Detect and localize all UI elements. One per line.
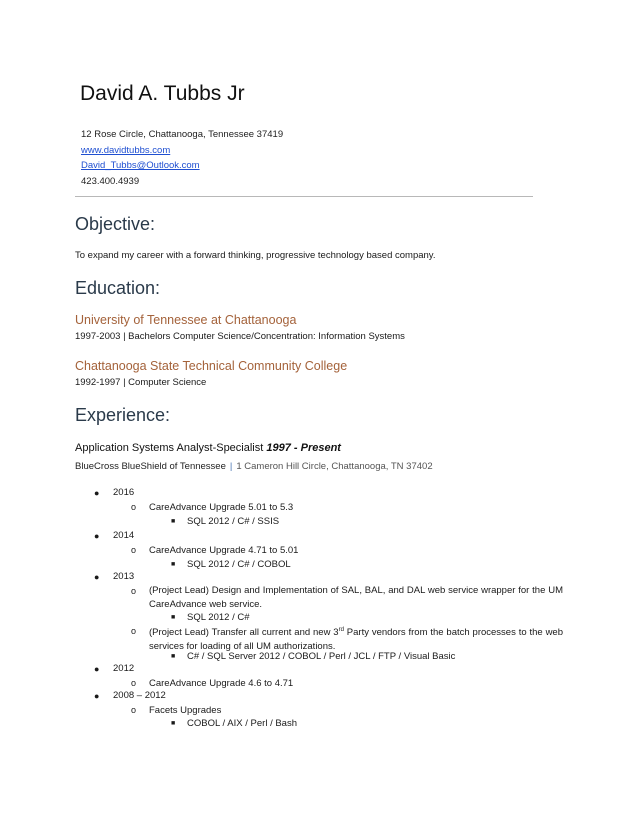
bullet-square-icon: ■ bbox=[171, 720, 176, 727]
tech-item: SQL 2012 / C# bbox=[187, 612, 250, 623]
bullet-square-icon: ■ bbox=[171, 614, 176, 621]
project-item: CareAdvance Upgrade 5.01 to 5.3 bbox=[149, 502, 294, 513]
tech-item: COBOL / AIX / Perl / Bash bbox=[187, 718, 297, 729]
school-detail: 1992-1997 | Computer Science bbox=[75, 377, 207, 388]
ordinal-suffix: rd bbox=[338, 627, 344, 633]
bullet-dot-icon: ● bbox=[94, 572, 100, 582]
bullet-dot-icon: ● bbox=[94, 531, 100, 541]
school-detail: 1997-2003 | Bachelors Computer Science/Concentration: Information Systems bbox=[75, 331, 405, 342]
email-link-text[interactable]: David_Tubbs@Outlook.com bbox=[81, 160, 200, 171]
bullet-dot-icon: ● bbox=[94, 488, 100, 498]
bullet-circle-icon: o bbox=[131, 678, 137, 688]
project-text: (Project Lead) Transfer all current and new 3 bbox=[149, 627, 339, 639]
year-label: 2016 bbox=[113, 487, 135, 498]
tech-item: C# / SQL Server 2012 / COBOL / Perl / JCL / FTP / Visual Basic bbox=[187, 651, 456, 662]
job-dates: 1997 - Present bbox=[266, 442, 341, 454]
website-link[interactable] bbox=[81, 145, 170, 156]
bullet-dot-icon: ● bbox=[94, 691, 100, 701]
school-name: University of Tennessee at Chattanooga bbox=[75, 313, 297, 327]
bullet-square-icon: ■ bbox=[171, 518, 176, 525]
project-item: Facets Upgrades bbox=[149, 705, 222, 716]
employer-line bbox=[75, 461, 433, 472]
address-line: 12 Rose Circle, Chattanooga, Tennessee 37419 bbox=[81, 129, 284, 140]
tech-item: SQL 2012 / C# / COBOL bbox=[187, 559, 291, 570]
year-label: 2014 bbox=[113, 530, 135, 541]
school-name: Chattanooga State Technical Community College bbox=[75, 359, 348, 373]
employer-separator: | bbox=[229, 461, 233, 472]
bullet-circle-icon: o bbox=[131, 626, 137, 636]
project-item bbox=[149, 623, 563, 654]
bullet-circle-icon: o bbox=[131, 502, 137, 512]
website-link-text[interactable]: www.davidtubbs.com bbox=[81, 145, 171, 156]
bullet-square-icon: ■ bbox=[171, 561, 176, 568]
job-title-text: Application Systems Analyst-Specialist bbox=[75, 442, 267, 454]
objective-text: To expand my career with a forward thinking, progressive technology based company. bbox=[75, 250, 436, 261]
objective-heading: Objective: bbox=[75, 214, 156, 234]
bullet-circle-icon: o bbox=[131, 705, 137, 715]
phone-number: 423.400.4939 bbox=[81, 176, 140, 187]
year-label: 2013 bbox=[113, 571, 135, 582]
resume-name: David A. Tubbs Jr bbox=[80, 82, 245, 105]
bullet-dot-icon: ● bbox=[94, 664, 100, 674]
project-item: CareAdvance Upgrade 4.6 to 4.71 bbox=[149, 678, 294, 689]
header-divider bbox=[75, 196, 533, 197]
project-item: CareAdvance Upgrade 4.71 to 5.01 bbox=[149, 545, 299, 556]
project-text: Party vendors from the batch processes to the web services for loading of all UM authorizations. bbox=[149, 627, 563, 653]
tech-item: SQL 2012 / C# / SSIS bbox=[187, 516, 280, 527]
year-label: 2008 – 2012 bbox=[113, 690, 166, 701]
experience-heading: Experience: bbox=[75, 405, 171, 425]
bullet-circle-icon: o bbox=[131, 586, 137, 596]
year-label: 2012 bbox=[113, 663, 135, 674]
bullet-circle-icon: o bbox=[131, 545, 137, 555]
project-item: (Project Lead) Design and Implementation of SAL, BAL, and DAL web service wrapper for the UM CareAdvance web service. bbox=[149, 585, 563, 610]
education-heading: Education: bbox=[75, 278, 161, 298]
employer-address: 1 Cameron Hill Circle, Chattanooga, TN 37402 bbox=[236, 461, 433, 472]
email-link[interactable] bbox=[81, 160, 200, 171]
job-title bbox=[75, 442, 341, 454]
bullet-square-icon: ■ bbox=[171, 653, 176, 660]
employer-name: BlueCross BlueShield of Tennessee bbox=[75, 461, 226, 472]
